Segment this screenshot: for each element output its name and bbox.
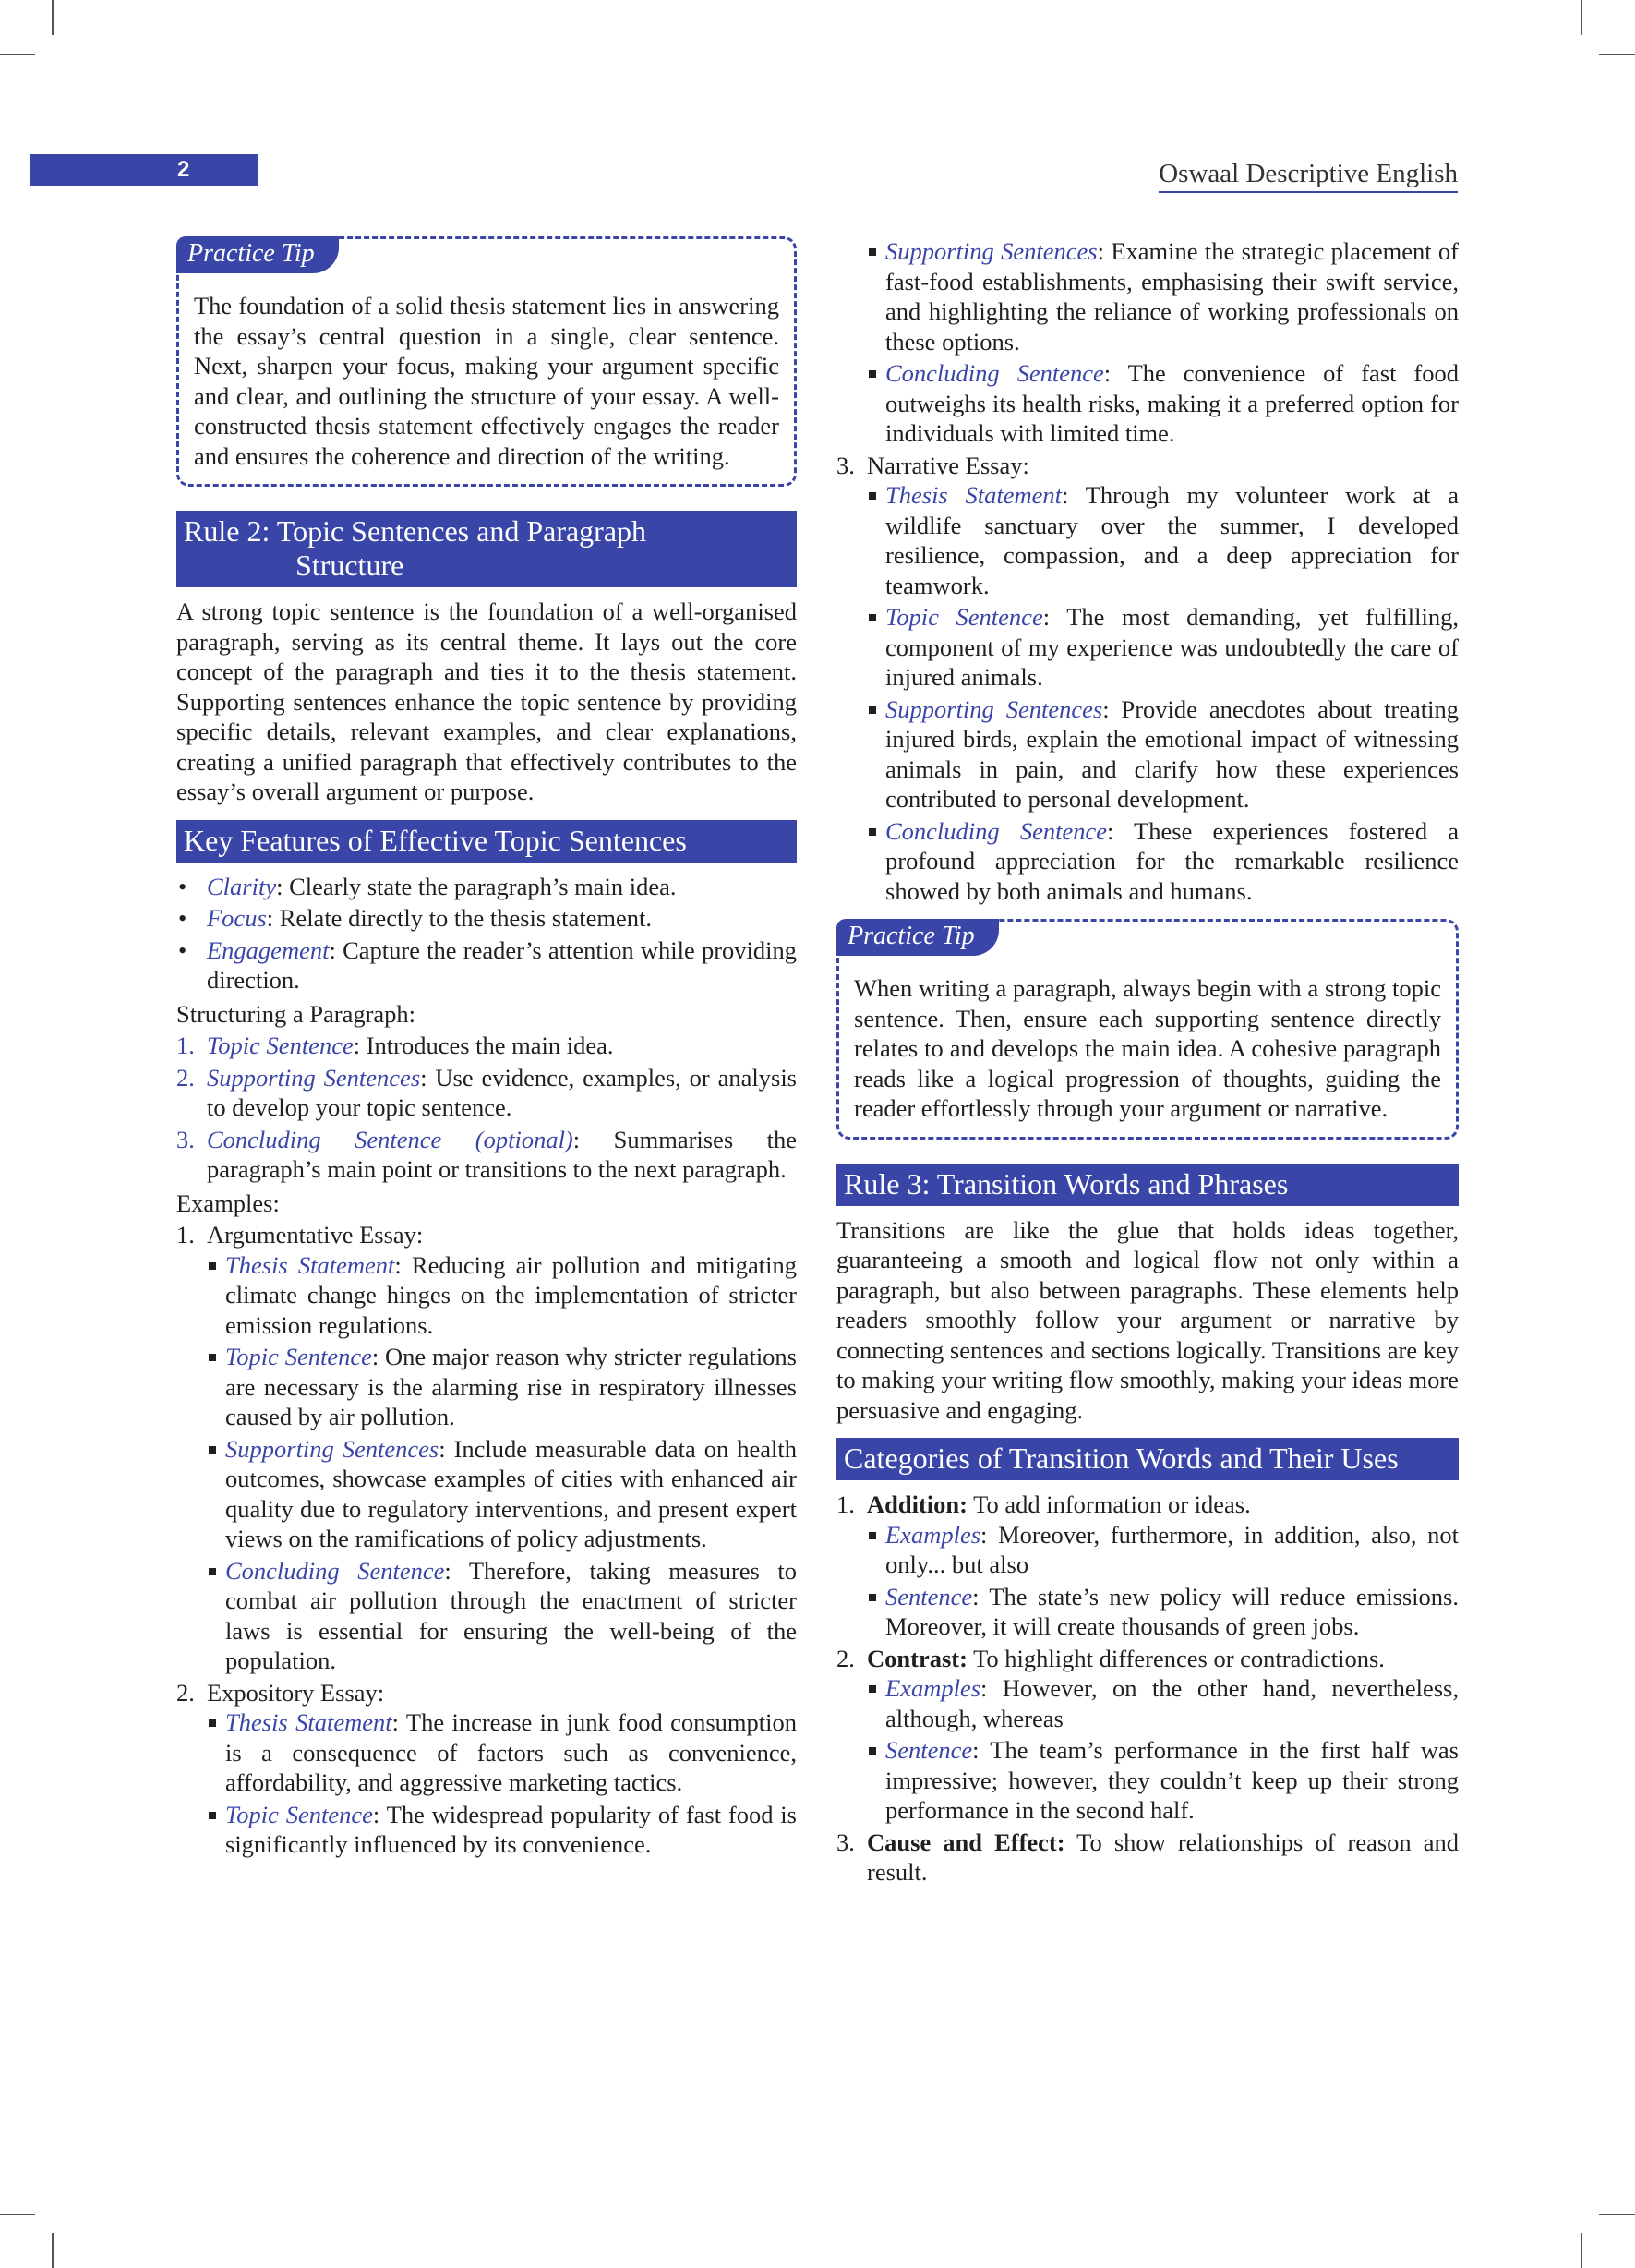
list-item: Supporting Sentences: Examine the strategic placement of fast-food establishments, emphasising their swift service, and highlighting the reliance of working professionals on these options. [867,236,1459,356]
list-item: Supporting Sentences: Include measurable data on health outcomes, showcase examples of cities with enhanced air quality due to regulatory interventions, and present expert views on the ramifications of policy adjustments. [207,1434,797,1554]
examples-list-continued [836,451,1459,907]
list-item: Concluding Sentence: These experiences fostered a profound appreciation for the remarkable resilience showed by both animals and humans. [867,816,1459,907]
structuring-list [176,1031,797,1185]
crop-mark [1581,2233,1582,2268]
list-item: Examples: Moreover, furthermore, in addition, also, not only... but also [867,1520,1459,1580]
narrative-essay: 3. Narrative Essay: Thesis Statement: Through my volunteer work at a wildlife sanctuary over the summer, I developed resilience, compassion, and a deep appreciation for teamwork. Topic Sentence: The most demanding, yet fulfilling, component of my experience was undoubtedly the care of injured animals. Supporting Sentences: Provide anecdotes about treating injured birds, explain the emotional impact of witnessing animals in pain, and clarify how these experiences contributed to personal development. Concluding Sentence: These experiences fostered a profound appreciation for the remarkable resilience showed by both animals and humans. [836,451,1460,905]
key-features-heading: Key Features of Effective Topic Sentences [176,820,797,863]
examples-list [176,1220,797,1860]
list-item: Examples: However, on the other hand, nevertheless, although, whereas [867,1673,1459,1733]
addition-items [867,1520,1459,1642]
crop-mark [1599,54,1635,55]
crop-mark [1581,0,1582,35]
right-column [836,236,1459,1889]
rule2-heading-line2: Structure [295,549,404,582]
practice-tip-text: The foundation of a solid thesis statement lies in answering the essay’s central question in a single, clear sentence. Next, sharpen your focus, making your argument specific and clear, and outlining the structure of your essay. A well-constructed thesis statement effectively engages the reader and ensures the coherence and direction of the writing. [194,292,779,470]
crop-mark [52,2233,54,2268]
structuring-title: Structuring a Paragraph: [176,999,416,1028]
list-item: 2. Supporting Sentences: Use evidence, examples, or analysis to develop your topic sentence. [176,1063,797,1121]
list-item: • Focus: Relate directly to the thesis statement. [176,903,797,934]
list-item: 3. Concluding Sentence (optional): Summarises the paragraph’s main point or transitions to the next paragraph. [176,1125,797,1183]
list-item: • Clarity: Clearly state the paragraph’s main idea. [176,872,797,902]
expository-items-right [867,236,1459,449]
list-item: Sentence: The state’s new policy will reduce emissions. Moreover, it will create thousands of green jobs. [867,1582,1459,1642]
category-cause-effect: 3. Cause and Effect: To show relationships of reason and result. [836,1828,1459,1886]
rule2-heading-line1: Rule 2: Topic Sentences and Paragraph [184,514,647,548]
crop-mark [0,2214,35,2215]
list-item: • Engagement: Capture the reader’s attention while providing direction. [176,935,797,995]
page-number: 2 [30,154,258,186]
list-item: 1. Topic Sentence: Introduces the main idea. [176,1031,614,1059]
list-item: Topic Sentence: The widespread popularity of fast food is significantly influenced by its convenience. [207,1800,797,1860]
narrative-items [867,480,1459,906]
list-item: Topic Sentence: The most demanding, yet fulfilling, component of my experience was undoubtedly the care of injured animals. [867,602,1459,693]
left-column [176,236,797,1862]
list-item: Thesis Statement: Reducing air pollution and mitigating climate change hinges on the implementation of stricter emission regulations. [207,1250,797,1341]
rule2-heading [176,511,797,587]
expository-essay: 2. Expository Essay: Thesis Statement: The increase in junk food consumption is a consequence of factors such as convenience, affordability, and aggressive marketing tactics. Topic Sentence: The widespread popularity of fast food is significantly influenced by its convenience. [176,1678,797,1858]
category-addition: 1. Addition: To add information or ideas. Examples: Moreover, furthermore, in addition, also, not only... but also Sentence: The state’s new policy will reduce emissions. Moreover, it will create thousands of green jobs. [836,1490,1459,1640]
crop-mark [0,54,35,55]
practice-tip-box [836,919,1459,1140]
rule2-intro: A strong topic sentence is the foundation of a well-organised paragraph, serving as its central theme. It lays out the core concept of the paragraph and ties it to the thesis statement. Supporting sentences enhance the topic sentence by providing specific details, relevant examples, and clear explanations, creating a unified paragraph that effectively contributes to the essay’s overall argument or purpose. [176,597,797,805]
category-contrast: 2. Contrast: To highlight differences or contradictions. Examples: However, on the other hand, nevertheless, although, whereas Sentence: The team’s performance in the first half was impressive; however, they couldn’t keep up their strong performance in the second half. [836,1644,1459,1824]
examples-title: Examples: [176,1188,280,1217]
expository-items-left [207,1707,797,1860]
list-item: Sentence: The team’s performance in the first half was impressive; however, they couldn’t keep up their strong performance in the second half. [867,1735,1459,1826]
contrast-items [867,1673,1459,1826]
list-item: Concluding Sentence: Therefore, taking measures to combat air pollution through the enactment of stricter laws is essential for ensuring the well-being of the population. [207,1556,797,1676]
list-item: Thesis Statement: Through my volunteer work at a wildlife sanctuary over the summer, I developed resilience, compassion, and a deep appreciation for teamwork. [867,480,1459,600]
categories-heading: Categories of Transition Words and Their Uses [836,1438,1459,1480]
practice-tip-label: Practice Tip [176,236,339,273]
argumentative-items [207,1250,797,1676]
crop-mark [52,0,54,35]
crop-mark [1599,2214,1635,2215]
key-features-list [176,872,797,995]
argumentative-essay: 1. Argumentative Essay: Thesis Statement: Reducing air pollution and mitigating climate change hinges on the implementation of stricter emission regulations. Topic Sentence: One major reason why stricter regulations are necessary is the alarming rise in respiratory illnesses caused by air pollution. Supporting Sentences: Include measurable data on health outcomes, showcase examples of cities with enhanced air quality due to regulatory interventions, and present expert views on the ramifications of policy adjustments. Concluding Sentence: Therefore, taking measures to combat air pollution through the enactment of stricter laws is essential for ensuring the well-being of the population. [176,1221,798,1674]
rule3-heading: Rule 3: Transition Words and Phrases [836,1164,1459,1206]
running-title: Oswaal Descriptive English [1159,159,1458,193]
list-item: Thesis Statement: The increase in junk food consumption is a consequence of factors such as convenience, affordability, and aggressive marketing tactics. [207,1707,797,1798]
list-item: Concluding Sentence: The convenience of fast food outweighs its health risks, making it a preferred option for individuals with limited time. [867,358,1459,449]
practice-tip-box [176,236,797,487]
categories-list [836,1490,1459,1888]
list-item: Topic Sentence: One major reason why stricter regulations are necessary is the alarming rise in respiratory illnesses caused by air pollution. [207,1342,797,1432]
rule3-intro: Transitions are like the glue that holds ideas together, guaranteeing a smooth and logical flow not only within a paragraph, but also between paragraphs. These elements help readers smoothly follow your argument or narrative by connecting sentences and sections logically. Transitions are key to making your writing flow smoothly, making your ideas more persuasive and engaging. [836,1215,1459,1424]
practice-tip-text: When writing a paragraph, always begin with a strong topic sentence. Then, ensure each supporting sentence directly relates to and develops the main idea. A cohesive paragraph reads like a logical progression of thoughts, guiding the reader effortlessly through your argument or narrative. [854,974,1441,1122]
list-item: Supporting Sentences: Provide anecdotes about treating injured birds, explain the emotional impact of witnessing animals in pain, and clarify how these experiences contributed to personal development. [867,694,1459,814]
practice-tip-label: Practice Tip [836,919,999,956]
